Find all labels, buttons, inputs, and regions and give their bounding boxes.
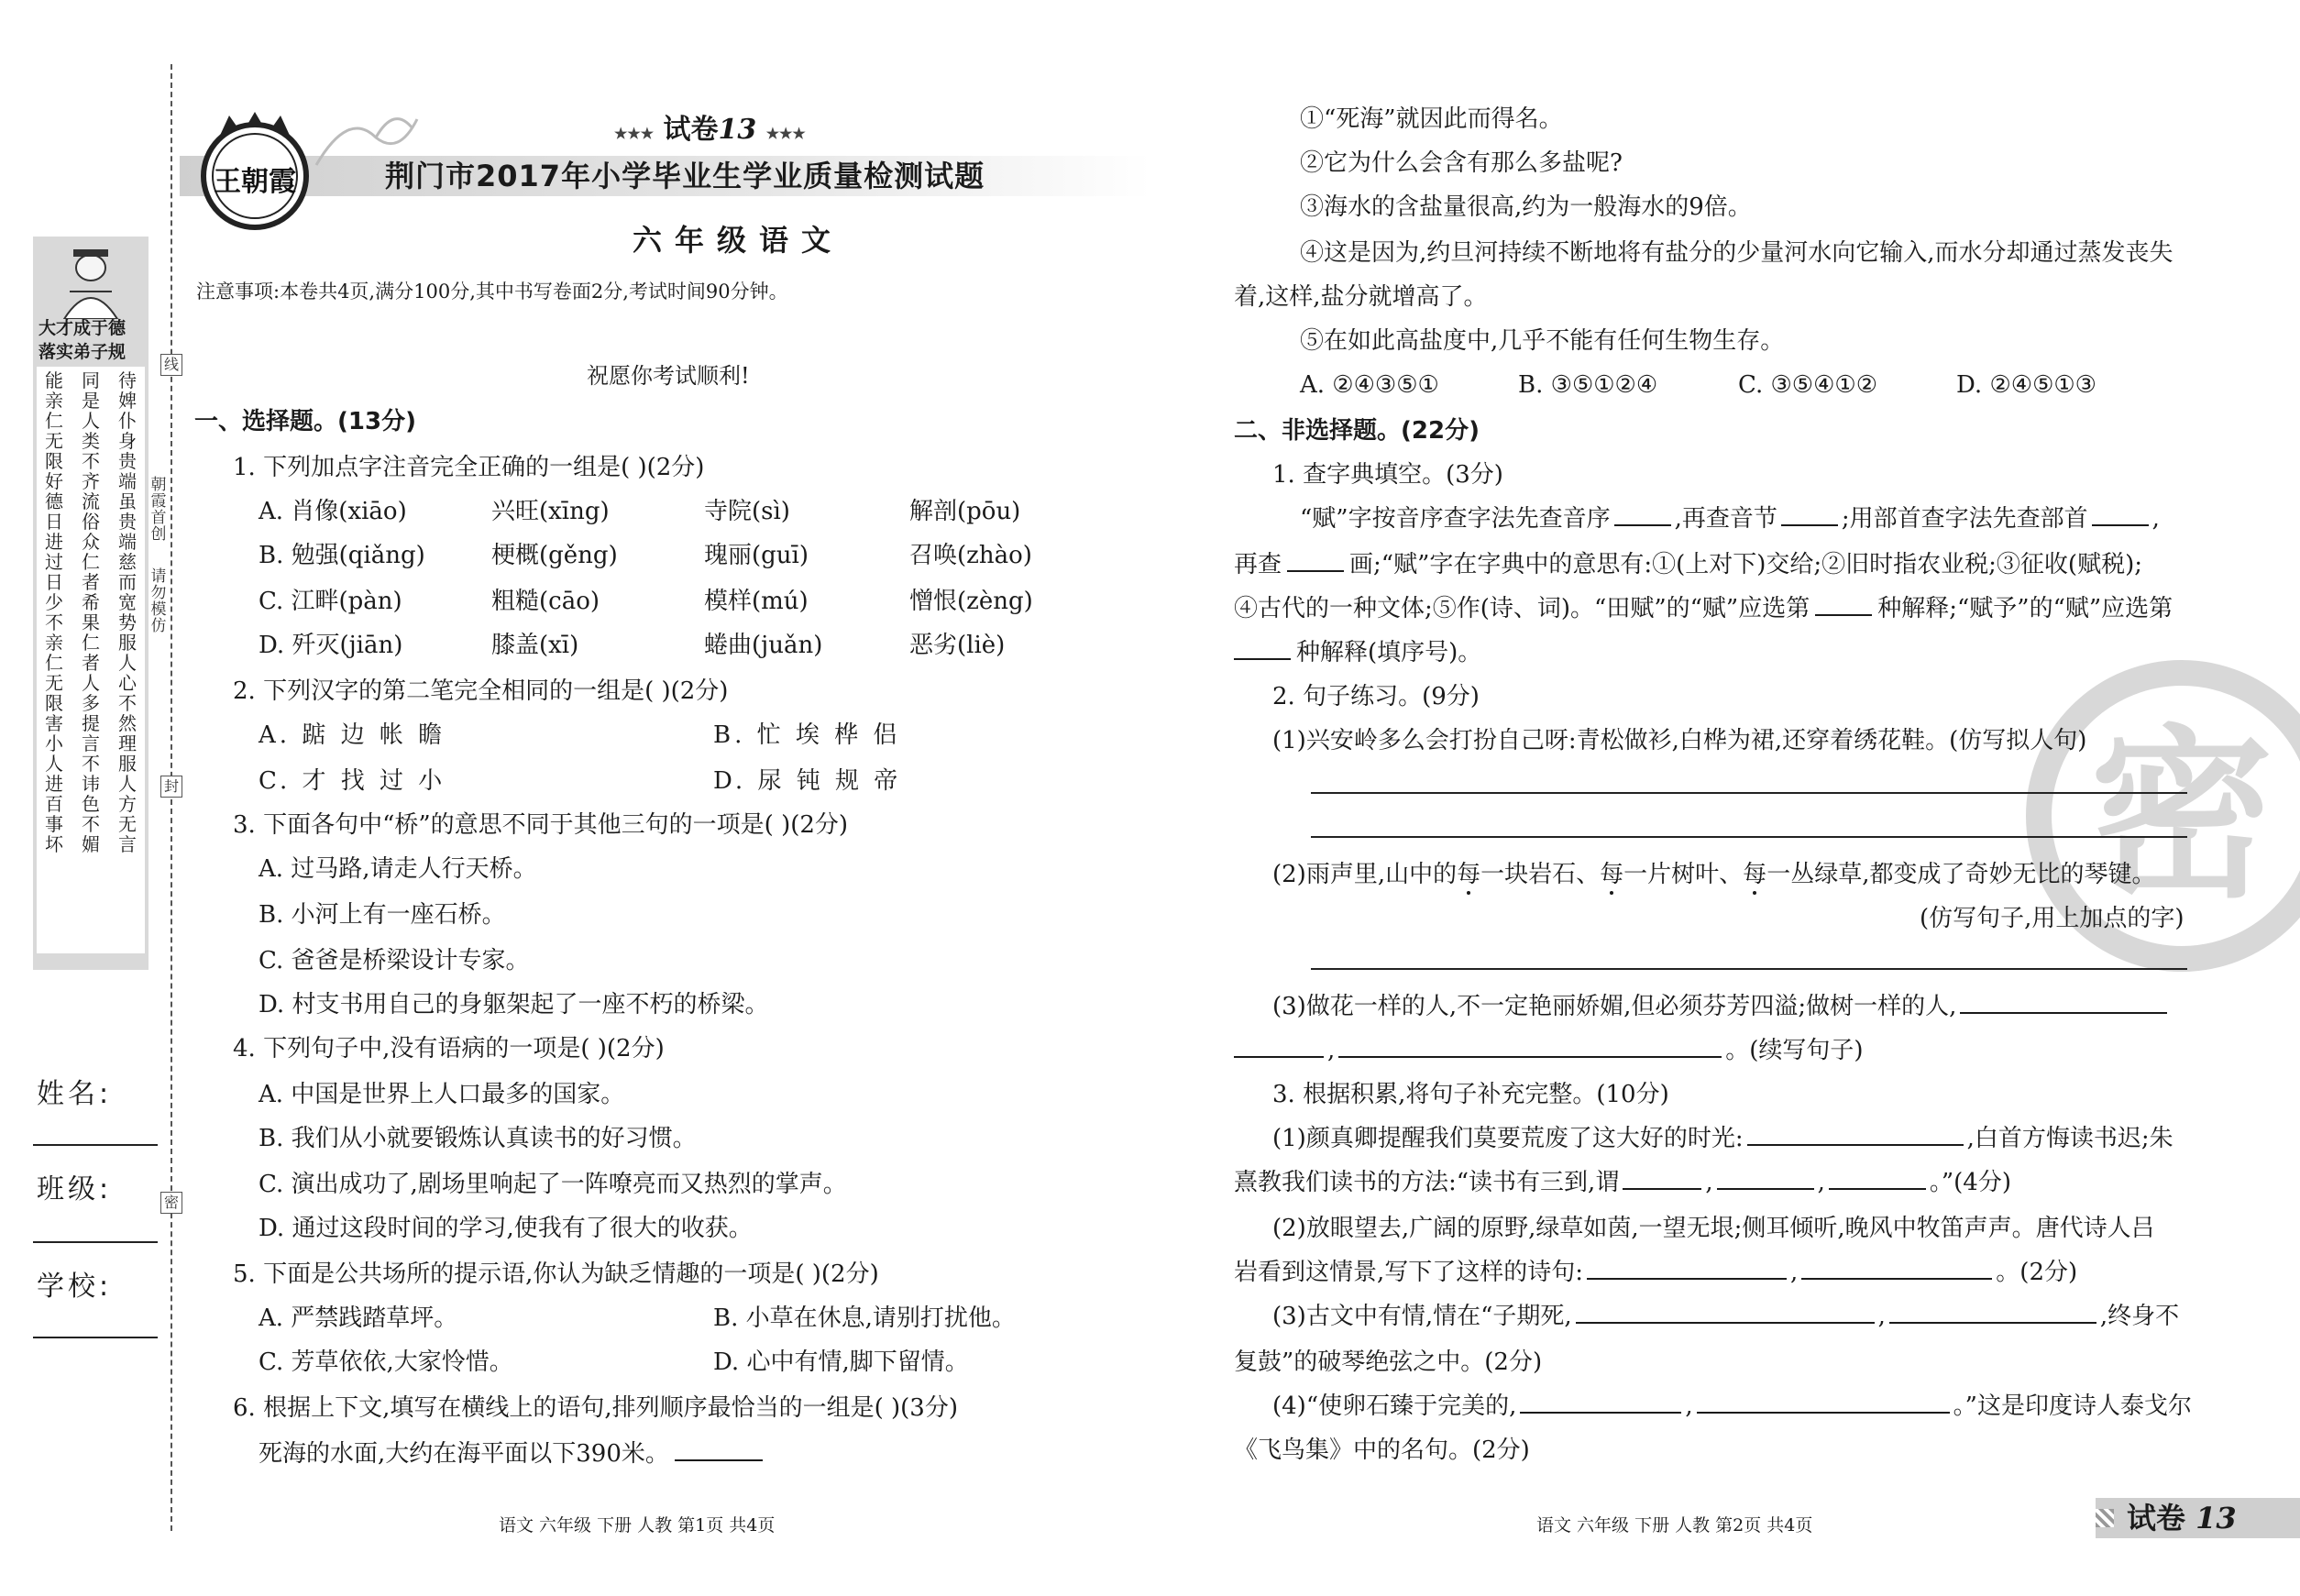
q5-option-d: D. 心中有情,脚下留情。 bbox=[713, 1348, 969, 1376]
blank-tianfu[interactable] bbox=[1815, 592, 1872, 616]
p3-1-blank-2[interactable] bbox=[1623, 1166, 1701, 1190]
q1-c-1: C. 江畔(pàn) bbox=[259, 588, 402, 615]
q4-stem: 4. 下列句子中,没有语病的一项是( )(2分) bbox=[233, 1035, 665, 1062]
q1-a-3: 寺院(sì) bbox=[704, 498, 790, 525]
q2-stem: 2. 下列汉字的第二笔完全相同的一组是( )(2分) bbox=[233, 677, 729, 705]
q6-passage: 死海的水面,大约在海平面以下390米。 bbox=[259, 1437, 763, 1470]
q6-stem: 6. 根据上下文,填写在横线上的语句,排列顺序最恰当的一组是( )(3分) bbox=[233, 1394, 958, 1422]
p2-3-blank-1[interactable] bbox=[1960, 990, 2167, 1014]
exam-label: ★★★ 试卷13 ★★★ bbox=[614, 114, 806, 146]
school-label: 学校: bbox=[37, 1271, 113, 1303]
q4-option-c: C. 演出成功了,剧场里响起了一阵嘹亮而又热烈的掌声。 bbox=[259, 1171, 847, 1198]
motto-column-3: 待婢仆身贵端虽贵端慈而宽势服人心不然理服人方无言 bbox=[118, 369, 137, 855]
q1-b-1: B. 勉强(qiǎng) bbox=[259, 542, 425, 569]
q6-blank[interactable] bbox=[675, 1437, 763, 1461]
blank-bushou[interactable] bbox=[2092, 502, 2149, 526]
p2-1-answer-line-2[interactable] bbox=[1311, 836, 2187, 838]
name-label: 姓名: bbox=[37, 1078, 113, 1110]
q5-option-c: C. 芳草依依,大家怜惜。 bbox=[259, 1348, 513, 1376]
blank-bihua[interactable] bbox=[1287, 548, 1344, 572]
school-field[interactable] bbox=[33, 1337, 158, 1338]
q1-b-3: 瑰丽(guī) bbox=[704, 542, 809, 569]
margin-note-1: 朝霞首创 bbox=[150, 476, 167, 544]
p1-stem: 1. 查字典填空。(3分) bbox=[1272, 461, 1503, 489]
motto-box bbox=[37, 367, 145, 953]
passage-sentence-4: ④这是因为,约旦河持续不断地将有盐分的少量河水向它输入,而水分却通过蒸发丧失 bbox=[1300, 239, 2173, 267]
q4-option-d: D. 通过这段时间的学习,使我有了很大的收获。 bbox=[259, 1215, 753, 1242]
q1-b-2: 梗概(gěng) bbox=[491, 542, 618, 569]
p3-1-blank-4[interactable] bbox=[1829, 1166, 1926, 1190]
tab-pattern bbox=[2096, 1509, 2114, 1527]
blank-yinjie[interactable] bbox=[1781, 502, 1838, 526]
p3-4-line-1: (4)“使卵石臻于完美的, , 。”这是印度诗人泰戈尔 bbox=[1272, 1390, 2192, 1423]
seal-mi: 密 bbox=[160, 1192, 182, 1214]
passage-sentence-2: ②它为什么会含有那么多盐呢? bbox=[1300, 149, 1623, 177]
page-1-footer: 语文 六年级 下册 人教 第1页 共4页 bbox=[499, 1515, 776, 1535]
p3-4-line-2: 《飞鸟集》中的名句。(2分) bbox=[1234, 1436, 1530, 1464]
p2-1-prompt: (1)兴安岭多么会打扮自己呀:青松做衫,白桦为裙,还穿着绣花鞋。(仿写拟人句) bbox=[1272, 727, 2087, 754]
p2-2-prompt: (2)雨声里,山中的每一块岩石、每一片树叶、每一丛绿草,都变成了奇妙无比的琴键。 bbox=[1272, 861, 2156, 888]
q1-d-4: 恶劣(liè) bbox=[909, 632, 1006, 659]
q6-option-a: A. ②④③⑤① bbox=[1300, 371, 1439, 399]
q6-option-c: C. ③⑤④①② bbox=[1738, 371, 1878, 399]
sidebar-slogan-1: 大才成于德 bbox=[39, 318, 127, 338]
q1-a-1: A. 肖像(xiāo) bbox=[259, 498, 407, 525]
q1-a-2: 兴旺(xīng) bbox=[491, 498, 610, 525]
notice-text: 注意事项:本卷共4页,满分100分,其中书写卷面2分,考试时间90分钟。 bbox=[196, 281, 788, 303]
p3-1-line-2: 熹教我们读书的方法:“读书有三到,谓 , , 。”(4分) bbox=[1234, 1166, 2011, 1199]
q1-b-4: 召唤(zhào) bbox=[909, 542, 1032, 569]
q3-option-a: A. 过马路,请走人行天桥。 bbox=[259, 855, 537, 883]
q1-stem: 1. 下列加点字注音完全正确的一组是( )(2分) bbox=[233, 454, 705, 481]
q1-c-4: 憎恨(zèng) bbox=[909, 588, 1033, 615]
p3-3-blank-2[interactable] bbox=[1889, 1300, 2096, 1324]
p2-3-cont: , 。(续写句子) bbox=[1234, 1034, 1864, 1067]
p2-3-prompt: (3)做花一样的人,不一定艳丽娇媚,但必须芬芳四溢;做树一样的人, bbox=[1272, 990, 2167, 1023]
p3-2-blank-2[interactable] bbox=[1801, 1256, 1992, 1280]
q2-option-c: C. 才 找 过 小 bbox=[259, 767, 446, 795]
q1-c-3: 模样(mú) bbox=[704, 588, 809, 615]
p2-3-blank-2[interactable] bbox=[1234, 1034, 1324, 1058]
motto-column-2: 同是人类不齐流俗众仁者希果仁者人多提言不讳色不媚 bbox=[82, 369, 100, 855]
seal-xian: 线 bbox=[160, 354, 182, 376]
sidebar-slogan-2: 落实弟子规 bbox=[39, 342, 127, 362]
q1-d-3: 蜷曲(juǎn) bbox=[704, 632, 823, 659]
p2-1-answer-line-1[interactable] bbox=[1311, 792, 2187, 794]
q3-option-b: B. 小河上有一座石桥。 bbox=[259, 901, 506, 929]
q3-option-c: C. 爸爸是桥梁设计专家。 bbox=[259, 947, 530, 974]
q3-option-d: D. 村支书用自己的身躯架起了一座不朽的桥梁。 bbox=[259, 991, 769, 1018]
q6-option-b: B. ③⑤①②④ bbox=[1518, 371, 1658, 399]
brand-logo-text: 王朝霞 bbox=[214, 166, 296, 198]
motto-column-1: 能亲仁无限好德日进过日少不亲仁无限害小人进百事坏 bbox=[45, 369, 63, 855]
p3-1-line-1: (1)颜真卿提醒我们莫要荒废了这大好的时光: ,白首方悔读书迟;朱 bbox=[1272, 1122, 2173, 1155]
p3-stem: 3. 根据积累,将句子补充完整。(10分) bbox=[1272, 1081, 1669, 1108]
q1-a-4: 解剖(pōu) bbox=[909, 498, 1021, 525]
p2-2-note: (仿写句子,用上加点的字) bbox=[1920, 905, 2184, 932]
p2-stem: 2. 句子练习。(9分) bbox=[1272, 683, 1480, 710]
passage-sentence-5: ⑤在如此高盐度中,几乎不能有任何生物生存。 bbox=[1300, 327, 1785, 355]
margin-note-2: 请勿模仿 bbox=[150, 567, 167, 635]
passage-sentence-4-cont: 着,这样,盐分就增高了。 bbox=[1234, 283, 1488, 311]
p3-2-line-2: 岩看到这情景,写下了这样的诗句: , 。(2分) bbox=[1234, 1256, 2077, 1289]
q4-option-b: B. 我们从小就要锻炼认真读书的好习惯。 bbox=[259, 1125, 697, 1152]
p3-2-line-1: (2)放眼望去,广阔的原野,绿草如茵,一望无垠;侧耳倾听,晚风中牧笛声声。唐代诗人吕 bbox=[1272, 1215, 2155, 1242]
p3-3-line-1: (3)古文中有情,情在“子期死, , ,终身不 bbox=[1272, 1300, 2179, 1333]
q5-stem: 5. 下面是公共场所的提示语,你认为缺乏情趣的一项是( )(2分) bbox=[233, 1260, 879, 1288]
scholar-figure-icon bbox=[51, 240, 130, 319]
q6-option-d: D. ②④⑤①③ bbox=[1956, 371, 2096, 399]
section-1-title: 一、选择题。(13分) bbox=[194, 408, 416, 435]
q2-option-a: A. 踮 边 帐 瞻 bbox=[259, 721, 446, 749]
p1-line-3: ④古代的一种文体;⑤作(诗、词)。“田赋”的“赋”应选第 种解释;“赋予”的“赋”应选第 bbox=[1234, 592, 2173, 625]
p3-2-blank-1[interactable] bbox=[1587, 1256, 1787, 1280]
blank-yinxu[interactable] bbox=[1614, 502, 1671, 526]
p2-3-blank-3[interactable] bbox=[1338, 1034, 1722, 1058]
q3-stem: 3. 下面各句中“桥”的意思不同于其他三句的一项是( )(2分) bbox=[233, 811, 849, 839]
q1-d-2: 膝盖(xī) bbox=[491, 632, 579, 659]
p2-2-answer-line[interactable] bbox=[1311, 968, 2187, 970]
q1-d-1: D. 歼灭(jiān) bbox=[259, 632, 403, 659]
q5-option-a: A. 严禁践踏草坪。 bbox=[259, 1304, 458, 1332]
binding-cut-line bbox=[171, 64, 172, 1531]
p3-3-blank-1[interactable] bbox=[1576, 1300, 1875, 1324]
p3-3-line-2: 复鼓”的破琴绝弦之中。(2分) bbox=[1234, 1348, 1543, 1376]
p1-line-4: 种解释(填序号)。 bbox=[1234, 636, 1481, 669]
page-2-footer: 语文 六年级 下册 人教 第2页 共4页 bbox=[1536, 1515, 1813, 1535]
q2-option-b: B. 忙 埃 桦 侣 bbox=[713, 721, 901, 749]
subject-title: 六年级语文 bbox=[633, 223, 844, 258]
seal-feng: 封 bbox=[160, 776, 182, 798]
p3-1-blank-3[interactable] bbox=[1717, 1166, 1814, 1190]
p1-line-2: 再查 画;“赋”字在字典中的意思有:①(上对下)交给;②旧时指农业税;③征收(赋税); bbox=[1234, 548, 2142, 581]
q1-c-2: 粗糙(cāo) bbox=[491, 588, 600, 615]
passage-sentence-1: ①“死海”就因此而得名。 bbox=[1300, 105, 1563, 133]
footer-exam-label: 试卷 13 bbox=[2127, 1501, 2237, 1535]
class-field[interactable] bbox=[33, 1241, 158, 1243]
q5-option-b: B. 小草在休息,请别打扰他。 bbox=[713, 1304, 1016, 1332]
page-title: 荆门市2017年小学毕业生学业质量检测试题 bbox=[385, 159, 985, 193]
class-label: 班级: bbox=[37, 1173, 113, 1205]
p3-4-blank-2[interactable] bbox=[1697, 1390, 1950, 1414]
p3-4-blank-1[interactable] bbox=[1520, 1390, 1681, 1414]
p3-1-blank-1[interactable] bbox=[1747, 1122, 1964, 1146]
q4-option-a: A. 中国是世界上人口最多的国家。 bbox=[259, 1081, 625, 1108]
watermark-seal-char: 密 bbox=[2090, 708, 2274, 923]
p1-line-1: “赋”字按音序查字法先查音序 ,再查音节 ;用部首查字法先查部首 , bbox=[1300, 502, 2160, 535]
passage-sentence-3: ③海水的含盐量很高,约为一般海水的9倍。 bbox=[1300, 193, 1752, 221]
section-2-title: 二、非选择题。(22分) bbox=[1234, 417, 1480, 445]
blank-fuyu[interactable] bbox=[1234, 636, 1291, 660]
q2-option-d: D. 尿 钝 规 帝 bbox=[713, 767, 902, 795]
brand-logo bbox=[191, 103, 319, 231]
name-field[interactable] bbox=[33, 1144, 158, 1146]
wish-text: 祝愿你考试顺利! bbox=[587, 363, 750, 389]
